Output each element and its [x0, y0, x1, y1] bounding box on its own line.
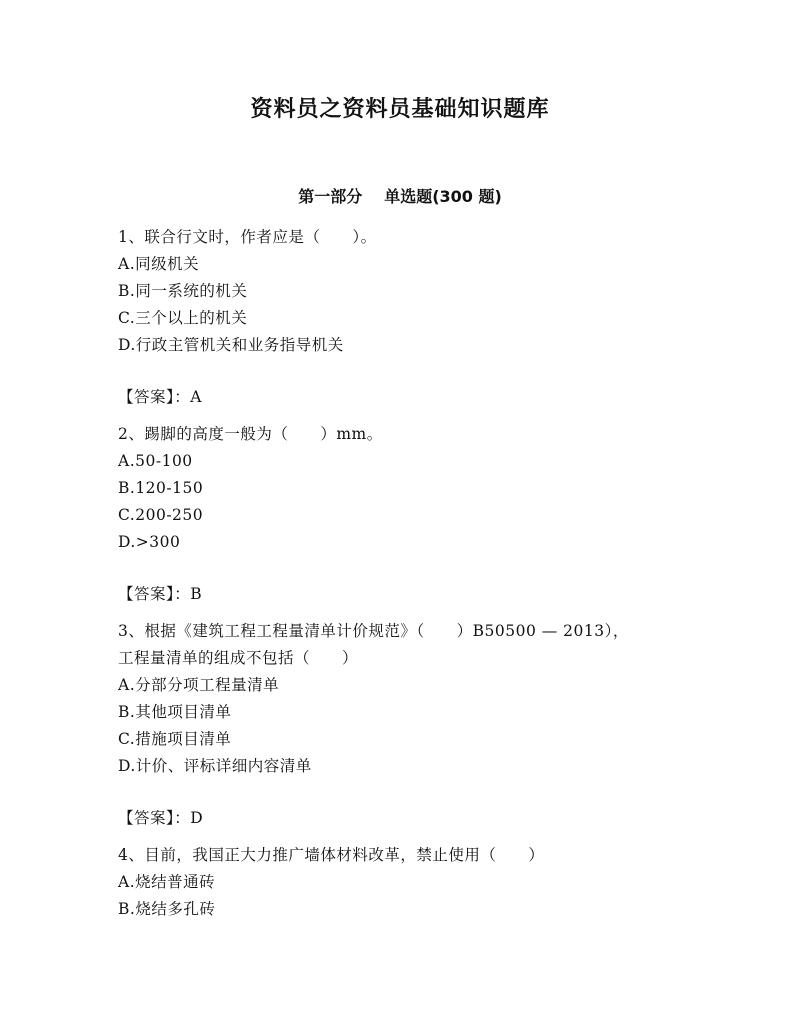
question-3	[118, 618, 698, 832]
section-part: 第一部分	[298, 187, 363, 206]
question-list	[118, 224, 698, 923]
section-title	[0, 184, 800, 207]
question-stem: 3、根据《建筑工程工程量清单计价规范》（ ）B50500 — 2013），	[118, 622, 629, 640]
option-a: A.烧结普通砖	[118, 873, 216, 891]
option-b: B.同一系统的机关	[118, 282, 248, 300]
option-c: C.三个以上的机关	[118, 309, 248, 327]
question-2	[118, 421, 698, 608]
option-c: C.措施项目清单	[118, 730, 232, 748]
question-1	[118, 224, 698, 411]
option-b: B.120-150	[118, 479, 204, 497]
answer-line: 【答案】：B	[118, 585, 203, 603]
option-d: D.>300	[118, 533, 181, 551]
option-b: B.烧结多孔砖	[118, 900, 216, 918]
option-a: A.50-100	[118, 452, 193, 470]
question-stem-continued: 工程量清单的组成不包括（ ）	[118, 649, 359, 667]
option-d: D.计价、评标详细内容清单	[118, 757, 312, 775]
question-stem: 1、联合行文时，作者应是（ ）。	[118, 228, 377, 246]
option-c: C.200-250	[118, 506, 204, 524]
question-4	[118, 842, 698, 923]
answer-line: 【答案】：A	[118, 388, 202, 406]
document-title: 资料员之资料员基础知识题库	[250, 97, 550, 122]
question-stem: 4、目前，我国正大力推广墙体材料改革，禁止使用（ ）	[118, 846, 545, 864]
section-name: 单选题(300 题)	[384, 187, 502, 206]
answer-line: 【答案】：D	[118, 809, 204, 827]
question-stem: 2、踢脚的高度一般为（ ）mm。	[118, 425, 383, 443]
option-a: A.分部分项工程量清单	[118, 676, 280, 694]
option-b: B.其他项目清单	[118, 703, 232, 721]
option-a: A.同级机关	[118, 255, 200, 273]
option-d: D.行政主管机关和业务指导机关	[118, 336, 344, 354]
